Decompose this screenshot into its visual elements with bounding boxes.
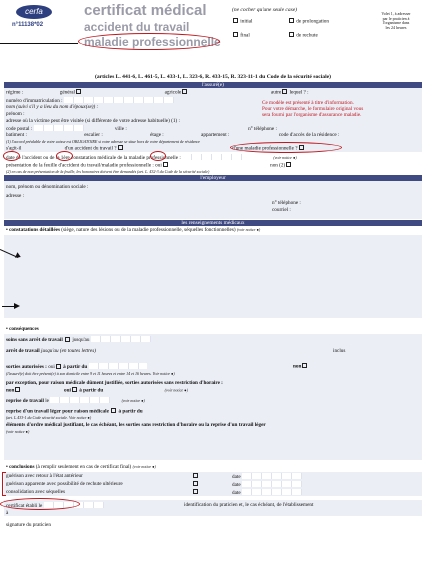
date-guerison-retour: date [232, 473, 302, 481]
prenom-row: prénom : [6, 111, 25, 117]
checkbox-sorties-oui[interactable] [56, 364, 61, 369]
articles-reference: (articles L. 441-6, L. 461-5, L. 433-1, L. 323-6, R. 433-15, R. 323-11-1 du Code de la sécurité sociale) [95, 74, 331, 80]
checkbox-rechute[interactable] [289, 32, 294, 37]
employeur-telephone: n° téléphone : [272, 200, 301, 206]
immatriculation-field[interactable] [64, 97, 174, 103]
label-initial: initial [240, 18, 253, 25]
inclus-label: inclus [333, 348, 346, 354]
annotation-oval-etabli [0, 498, 80, 510]
checkbox-prolongation[interactable] [289, 18, 294, 23]
checkbox-soins[interactable] [65, 337, 70, 342]
form-number: n°11138*02 [12, 22, 44, 28]
constatations-field[interactable] [4, 235, 422, 318]
checkbox-initial[interactable] [233, 18, 238, 23]
checkbox-exception-non[interactable] [15, 387, 20, 392]
title-accident: accident du travail [84, 20, 190, 34]
reprise-date-field[interactable] [50, 397, 110, 403]
etabli-row: certificat établi le [6, 502, 104, 510]
codepostal-field[interactable] [34, 125, 84, 131]
info-notice: Ce modèle est présenté à titre d'information. Pour votre démarche, le formulaire original vous sera fourni par l'organisme d'assurance maladie. [262, 100, 364, 119]
annotation-oval-de-la [56, 151, 73, 161]
consolidation-row: consolidation avec séquelles [6, 489, 66, 495]
checkbox-sorties-non[interactable] [302, 363, 307, 368]
option-final[interactable] [232, 32, 250, 39]
type-question-row: s'agit-il d'un accident du travail ? d'une maladie professionnelle ? [6, 145, 305, 152]
date-guerison-apparente: date [232, 481, 302, 489]
checkbox-final[interactable] [233, 32, 238, 37]
elements-row: éléments d'ordre médical justifiant, le cas échéant, les sorties sans restriction d'horaire ou la reprise d'un travail léger [6, 422, 266, 428]
identification-label: identification du praticien et, le cas échéant, de l'établissement [184, 502, 314, 508]
option-prolongation[interactable] [288, 18, 329, 25]
a-row: à [6, 510, 9, 516]
reprise-row: reprise de travail le (voir notice ●) [6, 398, 145, 404]
adresse-row: adresse où la victime peut être visitée (si différente de votre adresse habituelle) (1) : [6, 118, 180, 124]
nom-row: nom (suivi s'il y a lieu du nom d'époux(se)) : [6, 104, 99, 110]
annotation-oval-date [3, 151, 20, 161]
date-accident-field[interactable] [182, 154, 242, 160]
codepostal-row: code postal : ville : n° téléphone : [6, 126, 277, 132]
employeur-adresse: adresse : [6, 193, 25, 199]
date-consolidation: date [232, 489, 302, 497]
checkbox-autre[interactable] [282, 89, 287, 94]
checkbox-reprise-leger[interactable] [111, 408, 116, 413]
checkbox-guerison-apparente[interactable] [192, 481, 199, 488]
sorties-date-field[interactable] [89, 363, 147, 369]
checkbox-presentation-oui[interactable] [163, 162, 168, 167]
annotation-arrow-2-head [14, 303, 20, 309]
checkbox-general[interactable] [76, 89, 81, 94]
date-accident-row: date de l'accident ou de la 1ère constatation médicale de la maladie professionnelle : (voir notice ●) [6, 155, 297, 161]
side-note: Volet 1, à adresser par le praticien à l'organisme dans les 24 heures [381, 11, 411, 30]
checkbox-guerison-retour[interactable] [192, 473, 199, 480]
checkbox-accident[interactable] [118, 145, 123, 150]
checkbox-presentation-non[interactable] [286, 162, 291, 167]
label-prolongation: de prolongation [296, 18, 329, 25]
annotation-oval-de-la-2 [150, 151, 166, 161]
section-bar-medical: les renseignements médicaux [4, 220, 422, 226]
title-certificat: certificat médical [84, 2, 207, 19]
annotation-oval-maladie [230, 142, 342, 153]
annotation-oval-title [78, 33, 220, 50]
conclusions-row: • conclusions (à remplir seulement en cas de certificat final) (voir notice ●) [6, 464, 156, 470]
note-2: (2) en cas de non présentation de la feuille, les honoraires doivent être demandés (art. L. 432-3 du Code de la sécurité sociale) [6, 169, 210, 174]
presentation-row: présentation de la feuille d'accident du travail/maladie professionnelle : oui non (2) [6, 162, 292, 169]
note-1: (1) l'accord préalable de votre caisse est OBLIGATOIRE si votre adresse se situe hors de votre département de résidence [6, 139, 201, 144]
exception-row: par exception, pour raison médicale dûment justifiée, sorties autorisées sans restriction d'horaire : [6, 380, 223, 386]
annotation-bracket [2, 472, 6, 496]
leger-note: (art. L.433-1 du Code sécurité sociale. Voir notice ●) [6, 415, 92, 420]
sorties-non: non [293, 363, 308, 370]
regime-row: régime : général agricole autre lequel ? : [6, 89, 309, 96]
immatriculation-row: numéro d'immatriculation : [6, 97, 174, 105]
exception-choices: non oui à partir du (voir notice ●) [6, 387, 188, 394]
section-bar-employeur: l'employeur [4, 175, 422, 181]
option-initial[interactable] [232, 18, 252, 25]
arret-row: arrêt de travail jusqu'au (en toutes lettres) [6, 348, 96, 354]
sorties-row: sorties autorisées : oui à partir du [6, 363, 147, 371]
employeur-courriel: courriel : [272, 207, 291, 213]
batiment-row: batiment : escalier : étage : appartement : code d'accès de la résidence : [6, 132, 340, 138]
section-bar-assure: l'assuré(e) [4, 82, 422, 88]
option-rechute[interactable] [288, 32, 318, 39]
signature-label: signature du praticien [6, 522, 51, 528]
title-maladie: maladie professionnelle [84, 35, 221, 49]
checkbox-agricole[interactable] [182, 89, 187, 94]
elements-notice: (voir notice ●) [6, 429, 30, 434]
employeur-nom: nom, prénom ou dénomination sociale : [6, 184, 89, 190]
cerfa-logo: cerfa [16, 5, 52, 19]
annotation-line-title [0, 43, 78, 44]
guerison-retour-row: guérison avec retour à l'état antérieur [6, 473, 83, 479]
label-final: final [240, 32, 250, 39]
guerison-apparente-row: guérison apparente avec possibilité de rechute ultérieure [6, 481, 123, 487]
soins-date-field[interactable] [91, 336, 151, 342]
reprise-leger-row: reprise d'un travail léger pour raison médicale à partir du [6, 408, 143, 415]
sorties-note: (l'assuré(e) doit être présent(e) à son domicile entre 9 et 11 heures et entre 14 et 16 heures. Voir notice ●) [6, 371, 175, 376]
checkbox-exception-oui[interactable] [72, 387, 77, 392]
soins-row: soins sans arrêt de travail jusqu'au [6, 336, 151, 344]
choose-note: (ne cocher qu'une seule case) [232, 7, 298, 13]
checkbox-consolidation[interactable] [192, 489, 199, 496]
consequences-row: • conséquences [6, 326, 39, 332]
label-rechute: de rechute [296, 32, 318, 39]
constatations-row: • constatations détaillées (siège, nature des lésions ou de la maladie professionnelle, séquelles fonctionnelles) (voir notice ●) [6, 227, 261, 233]
